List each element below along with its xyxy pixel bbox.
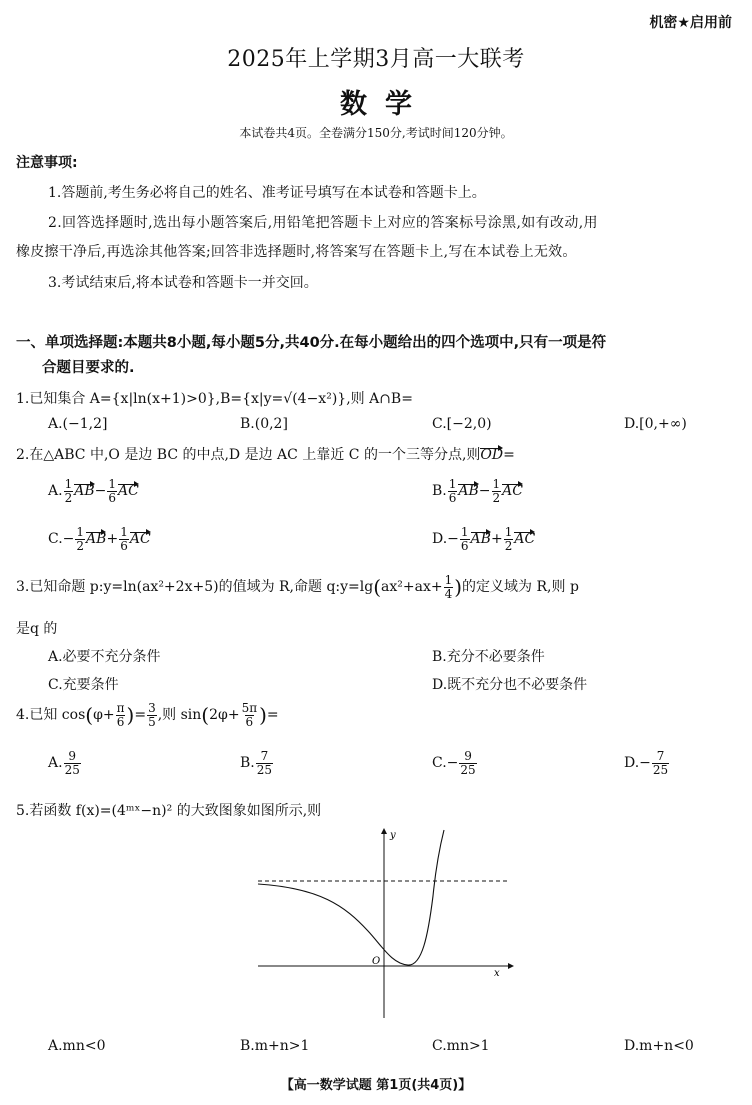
q3-option-c: C.充要条件: [48, 677, 119, 693]
y-axis-arrow: [381, 828, 387, 834]
function-curve: [258, 830, 444, 965]
vector-od: OD: [480, 447, 504, 463]
origin-label: O: [372, 956, 381, 967]
q1-option-b: B.(0,2]: [240, 416, 288, 432]
q5-option-b: B.m+n>1: [240, 1038, 310, 1054]
q2-option-d: D.− $\frac{1}{6}$ AB+ $\frac{1}{2}$ AC: [432, 525, 536, 553]
q5-function-graph: [250, 826, 520, 1026]
q5-option-a: A.mn<0: [48, 1038, 106, 1054]
q4-option-c: C.− $\frac{9}{25}$: [432, 749, 476, 777]
note-2-line-2: 橡皮擦干净后,再选涂其他答案;回答非选择题时,将答案写在答题卡上,写在本试卷上无效。: [16, 244, 577, 260]
q3-option-d: D.既不充分也不必要条件: [432, 677, 588, 693]
q4-option-a: A. $\frac{9}{25}$: [48, 749, 80, 777]
x-axis-label: x: [494, 968, 500, 979]
x-axis-arrow: [508, 963, 514, 969]
q1-option-c: C.[−2,0): [432, 416, 492, 432]
section-1-heading: 一、单项选择题:本题共8小题,每小题5分,共40分.在每小题给出的四个选项中,只有一项是符: [16, 335, 607, 351]
q3-stem: 3.已知命题 p:y=ln(ax²+2x+5)的值域为 R,命题 q:y=lg(ax²+ax+ $\frac{1}{4}$ )的定义域为 R,则 p: [16, 573, 579, 601]
q1-option-a: A.(−1,2]: [48, 416, 108, 432]
section-1-heading-cont: 合题目要求的.: [42, 360, 135, 376]
q2-option-a: A. $\frac{1}{2}$ AB− $\frac{1}{6}$ AC: [48, 477, 139, 505]
q2-option-b: B. $\frac{1}{6}$ AB− $\frac{1}{2}$ AC: [432, 477, 523, 505]
q3-option-b: B.充分不必要条件: [432, 649, 545, 665]
q3-option-a: A.必要不充分条件: [48, 649, 161, 665]
q5-option-c: C.mn>1: [432, 1038, 490, 1054]
q5-stem: 5.若函数 f(x)=(4ᵐˣ−n)² 的大致图象如图所示,则: [16, 803, 322, 819]
exam-title: 2025年上学期3月高一大联考: [227, 47, 525, 72]
notes-heading: 注意事项:: [16, 155, 78, 171]
q2-stem: 2.在△ABC 中,O 是边 BC 的中点,D 是边 AC 上靠近 C 的一个三等分点,则OD=: [16, 447, 515, 463]
note-3: 3.考试结束后,将本试卷和答题卡一并交回。: [48, 275, 318, 291]
q4-stem: 4.已知 cos(φ+ $\frac{\pi}{6}$ )= $\frac{3}{5}$ ,则 sin(2φ+ $\frac{5\pi}{6}$ )=: [16, 701, 279, 729]
q4-option-b: B. $\frac{7}{25}$: [240, 749, 273, 777]
q1-option-d: D.[0,+∞): [624, 416, 687, 432]
confidential-mark: 机密★启用前: [649, 15, 732, 31]
page-footer: 【高一数学试题 第1页(共4页)】: [280, 1078, 472, 1093]
exam-info: 本试卷共4页。全卷满分150分,考试时间120分钟。: [239, 126, 513, 140]
note-1: 1.答题前,考生务必将自己的姓名、准考证号填写在本试卷和答题卡上。: [48, 185, 486, 201]
q5-option-d: D.m+n<0: [624, 1038, 694, 1054]
y-axis-label: y: [390, 830, 396, 841]
note-2-line-1: 2.回答选择题时,选出每小题答案后,用铅笔把答题卡上对应的答案标号涂黑,如有改动,用: [48, 215, 598, 231]
subject-title: 数学: [340, 89, 430, 120]
q1-stem: 1.已知集合 A={x|ln(x+1)>0},B={x|y=√(4−x²)},则 A∩B=: [16, 391, 413, 407]
q3-stem-cont: 是q 的: [16, 621, 58, 637]
q4-option-d: D.− $\frac{7}{25}$: [624, 749, 669, 777]
q2-option-c: C.− $\frac{1}{2}$ AB+ $\frac{1}{6}$ AC: [48, 525, 151, 553]
